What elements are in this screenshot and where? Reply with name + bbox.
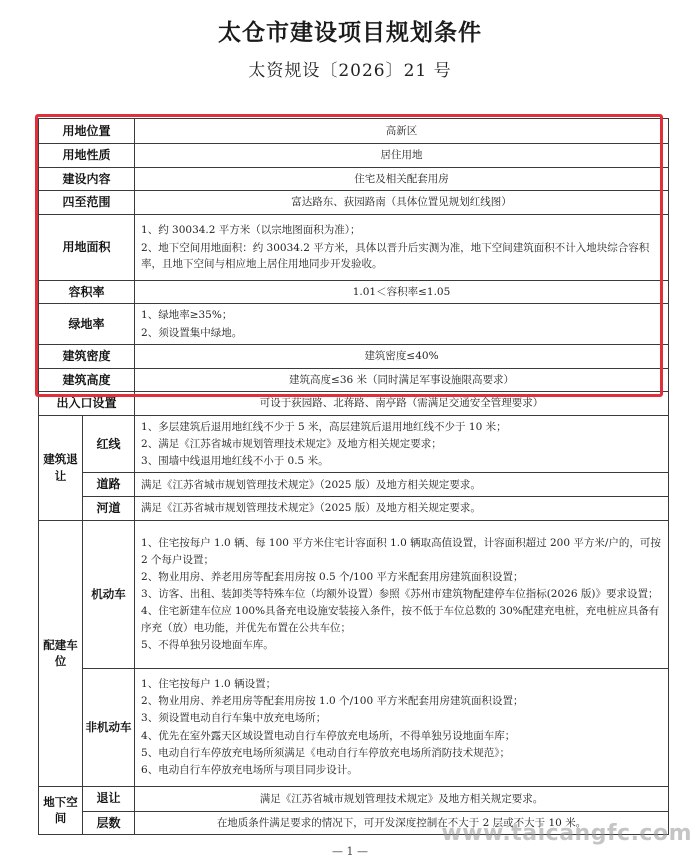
- green-items: [135, 304, 669, 345]
- row-setback-redline: [39, 415, 669, 473]
- document-title: 太仓市建设项目规划条件: [218, 20, 482, 46]
- road-value: 满足《江苏省城市规划管理技术规定》（2025 版）及地方相关规定要求。: [135, 473, 669, 497]
- motor-item: 5、不得单独另设地面车库。: [141, 638, 274, 651]
- green-item: 2、须设置集中绿地。: [141, 326, 243, 339]
- underground-floors-value: 在地质条件满足要求的情况下，可开发深度控制在不大于 2 层或不大于 10 米。: [135, 811, 669, 835]
- river-label: 河道: [83, 497, 135, 521]
- content-value: 住宅及相关配套用房: [135, 167, 669, 191]
- underground-group-label: 地下空间: [39, 786, 83, 835]
- row-access: [39, 392, 669, 416]
- nonmotor-items: [135, 668, 669, 786]
- far-label: 容积率: [39, 280, 135, 304]
- red-line-label: 红线: [83, 415, 135, 473]
- nature-label: 用地性质: [39, 144, 135, 168]
- row-location: [39, 119, 669, 144]
- road-label: 道路: [83, 473, 135, 497]
- motor-item: 2、物业用房、养老用房等配套用房按 0.5 个/100 平方米配套用房建筑面积设置；: [141, 570, 524, 583]
- red-line-item: 1、多层建筑后退用地红线不少于 5 米，高层建筑后退用地红线不少于 10 米；: [141, 420, 507, 433]
- area-item: 1、约 30034.2 平方米（以宗地图面积为准）；: [141, 224, 361, 237]
- nature-value: 居住用地: [135, 144, 669, 168]
- row-nature: [39, 144, 669, 168]
- row-far: [39, 280, 669, 304]
- nonmotor-label: 非机动车: [83, 668, 135, 786]
- setback-group-label: 建筑退让: [39, 415, 83, 520]
- boundary-value: 富达路东、荻园路南（具体位置见规划红线图）: [135, 191, 669, 215]
- row-setback-road: [39, 473, 669, 497]
- row-boundary: [39, 191, 669, 215]
- row-parking-nonmotor: [39, 668, 669, 786]
- underground-floors-label: 层数: [83, 811, 135, 835]
- area-item: 2、地下空间用地面积：约 30034.2 平方米，具体以晋升后实测为准，地下空间建筑面积不计入地块综合容积率，且地下空间与相应地上居住用地同步开发验收。: [141, 241, 650, 270]
- area-items: [135, 214, 669, 280]
- row-parking-motor: [39, 520, 669, 668]
- far-value: 1.01＜容积率≤1.05: [135, 280, 669, 304]
- motor-item: 1、住宅按每户 1.0 辆、每 100 平方米住宅计容面积 1.0 辆取高值设置，计容面积超过 200 平方米/户的，可按 2 个每户设置；: [141, 537, 661, 566]
- location-label: 用地位置: [39, 119, 135, 144]
- row-content: [39, 167, 669, 191]
- motor-items: [135, 520, 669, 668]
- location-value: 高新区: [135, 119, 669, 144]
- planning-conditions-table: [38, 118, 669, 835]
- nonmotor-item: 3、须设置电动自行车集中放充电场所；: [141, 712, 327, 725]
- access-value: 可设于荻园路、北蒋路、南亭路（需满足交通安全管理要求）: [135, 392, 669, 416]
- access-label: 出入口设置: [39, 392, 135, 416]
- row-underground-setback: [39, 786, 669, 811]
- green-label: 绿地率: [39, 304, 135, 345]
- motor-label: 机动车: [83, 520, 135, 668]
- density-value: 建筑密度≤40%: [135, 344, 669, 368]
- nonmotor-item: 5、电动自行车停放充电场所须满足《电动自行车停放充电场所消防技术规范》；: [141, 746, 510, 759]
- content-label: 建设内容: [39, 167, 135, 191]
- underground-setback-label: 退让: [83, 786, 135, 811]
- boundary-label: 四至范围: [39, 191, 135, 215]
- nonmotor-item: 2、物业用房、养老用房等配套用房按 1.0 个/100 平方米配套用房建筑面积设置；: [141, 695, 524, 708]
- nonmotor-item: 4、优先在室外露天区域设置电动自行车停放充电场所，不得单独另设地面车库；: [141, 729, 516, 742]
- red-line-item: 3、围墙中线退用地红线不小于 0.5 米。: [141, 455, 329, 468]
- river-value: 满足《江苏省城市规划管理技术规定》（2025 版）及地方相关规定要求。: [135, 497, 669, 521]
- area-label: 用地面积: [39, 214, 135, 280]
- row-height: [39, 368, 669, 392]
- density-label: 建筑密度: [39, 344, 135, 368]
- site-watermark: www.taicangfc.com: [441, 821, 692, 846]
- red-line-item: 2、满足《江苏省城市规划管理技术规定》及地方相关规定要求；: [141, 437, 442, 450]
- green-item: 1、绿地率≥35%；: [141, 309, 233, 322]
- motor-item: 4、住宅新建车位应 100%具备充电设施安装接入条件，按不低于车位总数的 30%配建充电桩，充电桩应具备有序充（放）电功能，并优先布置在公共车位；: [141, 605, 660, 634]
- underground-setback-value: 满足《江苏省城市规划管理技术规定》及地方相关规定要求。: [135, 786, 669, 811]
- red-line-items: [135, 415, 669, 473]
- row-area: [39, 214, 669, 280]
- height-label: 建筑高度: [39, 368, 135, 392]
- page-number: — 1 —: [332, 845, 368, 858]
- nonmotor-item: 6、电动自行车停放充电场所与项目同步设计。: [141, 764, 358, 777]
- motor-item: 3、访客、出租、装卸类等特殊车位（均额外设置）参照《苏州市建筑物配建停车位指标(2026 版)》要求设置；: [141, 588, 659, 601]
- parking-group-label: 配建车位: [39, 520, 83, 786]
- nonmotor-item: 1、住宅按每户 1.0 辆设置；: [141, 677, 277, 690]
- height-value: 建筑高度≤36 米（同时满足军事设施限高要求）: [135, 368, 669, 392]
- row-density: [39, 344, 669, 368]
- document-number: 太资规设〔2026〕21 号: [248, 61, 452, 81]
- row-setback-river: [39, 497, 669, 521]
- row-green: [39, 304, 669, 345]
